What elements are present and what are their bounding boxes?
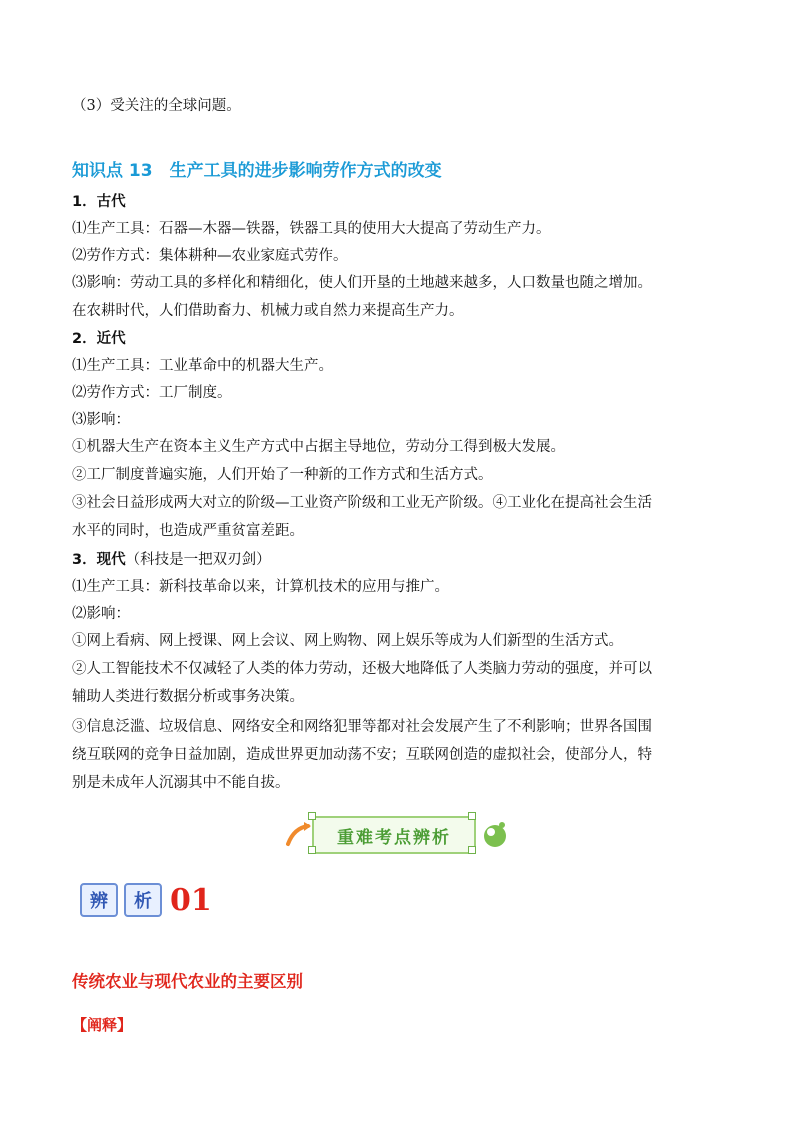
section-banner: [284, 812, 504, 856]
contemporary-line-7: 绕互联网的竞争日益加剧，造成世界更加动荡不安；互联网创造的虚拟社会，使部分人，特: [72, 747, 652, 763]
corner-dot: [308, 846, 316, 854]
ancient-line-4: 在农耕时代，人们借助畜力、机械力或自然力来提高生产力。: [72, 303, 464, 319]
section-heading-ancient: 1．古代: [72, 194, 126, 210]
analysis-title: 传统农业与现代农业的主要区别: [72, 972, 303, 991]
modern-line-5: ②工厂制度普遍实施，人们开始了一种新的工作方式和生活方式。: [72, 467, 493, 483]
bracket-label: 【阐释】: [72, 1016, 133, 1034]
badge-char-2: 析: [124, 883, 162, 917]
section-heading-modern: 2．近代: [72, 331, 126, 347]
modern-line-7: 水平的同时，也造成严重贫富差距。: [72, 523, 304, 539]
banner-text: 重难考点辨析: [337, 827, 451, 848]
knowledge-point-title: 知识点 13 生产工具的进步影响劳作方式的改变: [72, 161, 442, 181]
corner-dot: [308, 812, 316, 820]
corner-dot: [468, 846, 476, 854]
badge-char-1: 辨: [80, 883, 118, 917]
modern-line-6: ③社会日益形成两大对立的阶级—工业资产阶级和工业无产阶级。④工业化在提高社会生活: [72, 495, 652, 511]
contemporary-line-4: ②人工智能技术不仅减轻了人类的体力劳动，还极大地降低了人类脑力劳动的强度，并可以: [72, 661, 652, 677]
ancient-line-1: ⑴生产工具：石器—木器—铁器，铁器工具的使用大大提高了劳动生产力。: [72, 221, 551, 237]
ball-icon: [480, 820, 510, 850]
ancient-line-3: ⑶影响：劳动工具的多样化和精细化，使人们开垦的土地越来越多，人口数量也随之增加。: [72, 275, 652, 291]
contemporary-line-6: ③信息泛滥、垃圾信息、网络安全和网络犯罪等都对社会发展产生了不利影响；世界各国围: [72, 719, 652, 735]
contemporary-line-8: 别是未成年人沉溺其中不能自拔。: [72, 775, 290, 791]
modern-line-3: ⑶影响：: [72, 412, 130, 428]
section-heading-note: （科技是一把双刃剑）: [125, 552, 271, 568]
analysis-badge: [80, 880, 212, 920]
contemporary-line-2: ⑵影响：: [72, 606, 130, 622]
contemporary-line-5: 辅助人类进行数据分析或事务决策。: [72, 689, 304, 705]
contemporary-line-3: ①网上看病、网上授课、网上会议、网上购物、网上娱乐等成为人们新型的生活方式。: [72, 633, 623, 649]
section-heading-contemporary-row: [72, 550, 732, 570]
banner-box: [312, 816, 476, 854]
contemporary-line-1: ⑴生产工具：新科技革命以来，计算机技术的应用与推广。: [72, 579, 449, 595]
corner-dot: [468, 812, 476, 820]
modern-line-2: ⑵劳作方式：工厂制度。: [72, 385, 232, 401]
section-heading-contemporary: 3．现代: [72, 552, 126, 568]
intro-item: （3）受关注的全球问题。: [72, 98, 241, 114]
modern-line-4: ①机器大生产在资本主义生产方式中占据主导地位，劳动分工得到极大发展。: [72, 439, 565, 455]
modern-line-1: ⑴生产工具：工业革命中的机器大生产。: [72, 358, 333, 374]
ancient-line-2: ⑵劳作方式：集体耕种—农业家庭式劳作。: [72, 248, 348, 264]
badge-number: 01: [170, 882, 212, 918]
